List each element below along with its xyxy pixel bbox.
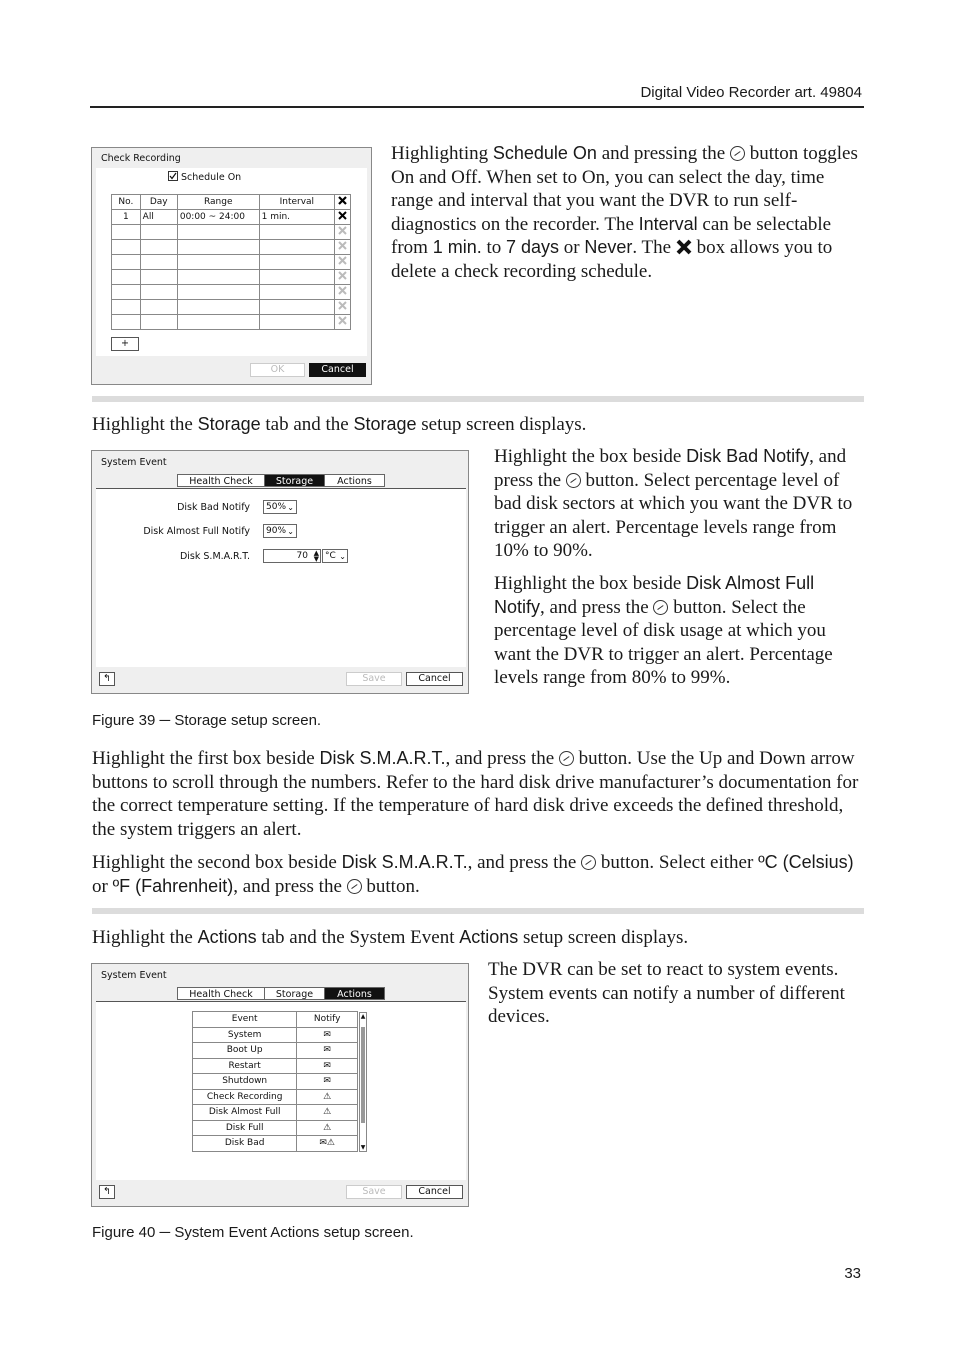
table-row (112, 270, 351, 285)
add-schedule-button[interactable]: + (111, 337, 139, 351)
schedule-table (111, 194, 351, 330)
delete-x-icon (338, 211, 347, 220)
table-header-row (193, 1012, 358, 1028)
table-row[interactable] (193, 1027, 358, 1043)
delete-x-icon (338, 286, 347, 295)
text: or (92, 875, 113, 897)
delete-x-icon (338, 256, 347, 265)
disk-almost-full-paragraph (494, 572, 864, 690)
text: , and press the (467, 852, 582, 873)
check-recording-screenshot (91, 147, 372, 385)
disk-smart-label: Disk S.M.A.R.T. (179, 551, 250, 562)
mail-icon: ✉ (323, 1045, 331, 1056)
text: box allows you to delete a check recording schedule. (391, 237, 833, 282)
schedule-on-checkbox[interactable] (168, 171, 241, 183)
event-name: Disk Bad (193, 1136, 297, 1152)
tab-bar (178, 987, 385, 1000)
enter-button-icon (559, 751, 574, 766)
table-row[interactable] (193, 1074, 358, 1090)
table-row (112, 225, 351, 240)
table-row[interactable] (193, 1105, 358, 1121)
header-title: Digital Video Recorder art. 49804 (640, 84, 862, 101)
text: , and press the (494, 446, 847, 491)
table-row[interactable] (193, 1043, 358, 1059)
tab-storage[interactable]: Storage (264, 474, 325, 487)
chevron-down-icon: ⌄ (287, 527, 294, 536)
text: button toggles On and Off. When set to On, you can select the day, time range and interval that you want the DVR to run self-diagnostics on the recorder. The (391, 143, 858, 235)
text: button. Use the Up and Down arrow buttons to scroll through the numbers. Refer to the hard disk drive manufacturer’s documentation for the correct temperature setting. If the temperature of hard disk drive exceeds the defined threshold, the system triggers an alert. (92, 748, 859, 840)
event-name: System (193, 1027, 297, 1043)
section-divider (92, 908, 864, 914)
text: , and press the (540, 596, 654, 618)
delete-x-icon (676, 239, 692, 255)
actions-intro-paragraph (92, 926, 864, 950)
disk-smart-temperature-stepper[interactable] (263, 549, 321, 563)
scroll-down-icon[interactable]: ▼ (360, 1144, 366, 1151)
term-schedule-on: Schedule On (492, 143, 597, 163)
alarm-warning-icon: ⚠ (323, 1091, 332, 1102)
table-row (112, 300, 351, 315)
scroll-thumb[interactable] (361, 1027, 365, 1123)
text: Highlight the box beside (494, 573, 687, 594)
delete-x-icon (338, 316, 347, 325)
back-arrow-icon: ↰ (103, 1186, 111, 1197)
notify-cell[interactable] (297, 1120, 358, 1136)
storage-screenshot (91, 450, 469, 694)
system-event-title: System Event (101, 457, 167, 468)
table-row (112, 255, 351, 270)
row-range[interactable]: 00:00 ~ 24:00 (177, 210, 259, 225)
table-row[interactable] (193, 1136, 358, 1152)
notify-cell[interactable] (297, 1074, 358, 1090)
storage-intro-paragraph (92, 413, 864, 437)
delete-x-icon (338, 226, 347, 235)
col-delete (335, 195, 351, 210)
term-never: Never (584, 237, 633, 257)
tab-health-check[interactable]: Health Check (177, 987, 265, 1000)
table-row[interactable] (193, 1058, 358, 1074)
system-event-title: System Event (101, 970, 167, 981)
row-no: 1 (112, 210, 141, 225)
scroll-up-icon[interactable]: ▲ (360, 1013, 366, 1020)
col-notify: Notify (297, 1012, 358, 1028)
storage-panel (96, 489, 466, 667)
table-row[interactable] (112, 210, 351, 225)
notify-cell[interactable] (297, 1089, 358, 1105)
ok-button[interactable]: OK (250, 363, 305, 377)
text: . The (632, 237, 676, 258)
term-7-days: 7 days (506, 237, 560, 257)
notify-cell[interactable] (297, 1027, 358, 1043)
text: and pressing the (596, 143, 730, 164)
notify-cell[interactable] (297, 1105, 358, 1121)
alarm-warning-icon: ⚠ (323, 1122, 332, 1133)
disk-smart-unit-select[interactable] (322, 549, 348, 563)
enter-button-icon (653, 600, 668, 615)
tab-underline (96, 1001, 466, 1002)
event-name: Shutdown (193, 1074, 297, 1090)
table-row (112, 315, 351, 330)
text: Highlight the (92, 414, 198, 435)
text: tab and the (260, 414, 354, 435)
term-storage: Storage (353, 414, 417, 434)
delete-x-icon (338, 196, 347, 205)
figure-40-caption: Figure 40 ─ System Event Actions setup screen. (92, 1224, 414, 1241)
enter-button-icon (347, 879, 362, 894)
enter-button-icon (566, 473, 581, 488)
back-button[interactable] (99, 672, 115, 686)
actions-screenshot (91, 963, 469, 1207)
col-range: Range (177, 195, 259, 210)
tab-bar (178, 474, 385, 487)
text: Highlight the first box beside (92, 748, 320, 769)
delete-x-icon (338, 241, 347, 250)
col-no: No. (112, 195, 141, 210)
event-name: Disk Full (193, 1120, 297, 1136)
text: Highlighting (391, 143, 493, 164)
term-storage: Storage (197, 414, 261, 434)
text: tab and the System Event (256, 927, 460, 948)
figure-39-caption: Figure 39 ─ Storage setup screen. (92, 712, 322, 729)
disk-almost-full-select[interactable] (263, 524, 297, 538)
term-1-min: 1 min. (432, 237, 482, 257)
tab-storage[interactable]: Storage (264, 987, 325, 1000)
enter-button-icon (581, 855, 596, 870)
term-disk-bad-notify: Disk Bad Notify (686, 446, 810, 466)
schedule-on-label: Schedule On (181, 172, 242, 183)
table-row (112, 285, 351, 300)
event-name: Boot Up (193, 1043, 297, 1059)
chevron-down-icon: ⌄ (287, 503, 294, 512)
smart-value: 70 (296, 551, 308, 561)
term-disk-smart: Disk S.M.A.R.T. (319, 748, 446, 768)
schedule-on-paragraph (391, 142, 865, 283)
cancel-button[interactable]: Cancel (406, 672, 463, 686)
row-interval[interactable]: 1 min. (259, 210, 334, 225)
text: or (559, 237, 585, 258)
disk-bad-value: 50% (266, 502, 287, 512)
disk-bad-notify-label: Disk Bad Notify (177, 502, 250, 513)
smart-unit: °C (325, 551, 336, 561)
tab-actions[interactable]: Actions (324, 474, 385, 487)
notify-cell[interactable] (297, 1043, 358, 1059)
term-interval: Interval (638, 213, 698, 234)
col-day: Day (140, 195, 177, 210)
table-row[interactable] (193, 1120, 358, 1136)
term-disk-almost-full: Disk Almost Full Notify (494, 573, 815, 617)
text: Highlight the box beside (494, 446, 687, 467)
event-name: Disk Almost Full (193, 1105, 297, 1121)
term-disk-smart: Disk S.M.A.R.T. (341, 852, 468, 872)
event-name: Restart (193, 1058, 297, 1074)
mail-icon: ✉ (323, 1060, 331, 1071)
event-table (192, 1011, 358, 1152)
event-name: Check Recording (193, 1089, 297, 1105)
term-celsius: ºC (Celsius) (758, 852, 854, 872)
event-table-scrollbar[interactable] (359, 1012, 367, 1152)
back-button[interactable] (99, 1185, 115, 1199)
chevron-down-icon: ⌄ (339, 552, 346, 561)
disk-smart-first-paragraph (92, 747, 864, 841)
table-row (112, 240, 351, 255)
table-row[interactable] (193, 1089, 358, 1105)
save-button[interactable]: Save (346, 1185, 402, 1199)
mail-icon: ✉ (323, 1029, 331, 1040)
text: to (481, 237, 506, 258)
tab-underline (96, 488, 466, 489)
disk-full-value: 90% (266, 526, 287, 536)
cancel-button[interactable]: Cancel (309, 363, 366, 377)
page-header (90, 84, 864, 108)
text: , and press the (233, 875, 347, 897)
mail-icon: ✉ (323, 1076, 331, 1087)
text: setup screen displays. (416, 414, 587, 435)
delete-x-icon (338, 271, 347, 280)
text: , and press the (445, 748, 559, 769)
disk-smart-second-paragraph (92, 851, 864, 898)
text: can be selectable from (391, 213, 832, 258)
page-number: 33 (844, 1265, 861, 1282)
text: setup screen displays. (518, 927, 689, 948)
alarm-warning-icon: ⚠ (326, 1138, 335, 1149)
col-interval: Interval (259, 195, 334, 210)
row-delete[interactable] (335, 210, 351, 225)
enter-button-icon (730, 146, 745, 161)
text: Highlight the second box beside (92, 852, 342, 873)
disk-bad-notify-select[interactable] (263, 500, 297, 514)
stepper-arrows-icon[interactable]: ▲ ▼ (313, 549, 319, 563)
col-event: Event (193, 1012, 297, 1028)
save-button[interactable]: Save (346, 672, 402, 686)
text: Highlight the (92, 927, 198, 948)
notify-cell[interactable] (297, 1136, 358, 1152)
text: button. Select the percentage level of disk usage at which you want the DVR to trigger an alert. Percentage levels range from 80% to 99%. (494, 596, 833, 688)
text: button. Select either (596, 852, 759, 873)
cancel-button[interactable]: Cancel (406, 1185, 463, 1199)
text: button. Select percentage level of bad disk sectors at which you want the DVR to trigger an alert. Percentage levels range from 10% to 90%. (494, 469, 853, 561)
text: button. (361, 875, 420, 897)
back-arrow-icon: ↰ (103, 673, 111, 684)
tab-health-check[interactable]: Health Check (177, 474, 265, 487)
delete-x-icon (338, 301, 347, 310)
check-recording-title: Check Recording (101, 153, 181, 164)
mail-icon: ✉ (319, 1138, 327, 1149)
term-actions: Actions (459, 927, 519, 947)
term-actions: Actions (197, 927, 257, 947)
row-day[interactable]: All (140, 210, 177, 225)
table-header-row (112, 195, 351, 210)
disk-almost-full-label: Disk Almost Full Notify (143, 526, 250, 537)
disk-bad-paragraph (494, 445, 864, 563)
checkbox-checked-icon (168, 171, 178, 181)
tab-actions[interactable]: Actions (324, 987, 385, 1000)
notify-cell[interactable] (297, 1058, 358, 1074)
section-divider (92, 396, 864, 402)
check-recording-panel (96, 168, 367, 356)
term-fahrenheit: ºF (Fahrenheit) (112, 875, 234, 896)
actions-description-paragraph: The DVR can be set to react to system events. System events can notify a number of different devices. (488, 959, 845, 1027)
alarm-warning-icon: ⚠ (323, 1107, 332, 1118)
